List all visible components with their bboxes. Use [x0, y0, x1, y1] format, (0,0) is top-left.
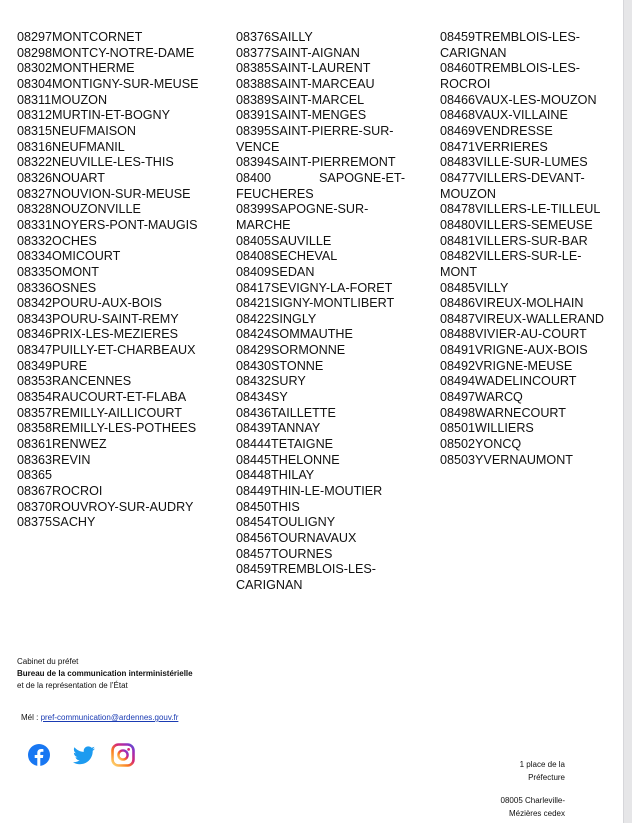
commune-code: 08297 — [17, 30, 53, 44]
commune-code: 08503 — [440, 452, 476, 467]
commune-entry — [17, 249, 217, 265]
commune-name: SAUVILLE — [271, 233, 332, 248]
commune-code: 08391 — [236, 108, 272, 123]
commune-name: NEUFMANIL — [52, 139, 125, 154]
commune-name: NOUZONVILLE — [52, 202, 141, 217]
commune-name: TETAIGNE — [271, 437, 334, 452]
commune-code: 08434 — [236, 390, 272, 405]
commune-entry — [17, 500, 217, 516]
commune-code: 08454 — [236, 515, 272, 530]
commune-code: 08498 — [440, 405, 476, 420]
cabinet-label: Cabinet du préfet — [17, 657, 79, 666]
commune-code: 08400 — [236, 170, 272, 185]
commune-code: 08399 — [236, 202, 272, 217]
commune-name: SORMONNE — [271, 343, 346, 358]
commune-name: ROUVROY-SUR-AUDRY — [52, 499, 194, 514]
commune-name: THELONNE — [271, 452, 340, 467]
commune-code: 08304 — [17, 76, 53, 91]
commune-entry — [236, 108, 406, 124]
footer-sender — [17, 656, 193, 692]
commune-entry — [440, 155, 610, 171]
commune-entry — [440, 312, 610, 328]
commune-name: VILLERS-DEVANT-MOUZON — [440, 170, 585, 201]
commune-name: YVERNAUMONT — [475, 452, 573, 467]
commune-code: 08491 — [440, 343, 476, 358]
commune-code: 08448 — [236, 468, 272, 483]
commune-code: 08405 — [236, 233, 272, 248]
commune-code: 08331 — [17, 217, 53, 232]
commune-name: REVIN — [52, 452, 91, 467]
commune-code: 08417 — [236, 280, 272, 295]
commune-entry — [440, 61, 610, 92]
commune-entry — [236, 547, 406, 563]
commune-name: SAINT-PIERREMONT — [271, 155, 396, 170]
commune-entry — [17, 234, 217, 250]
commune-name: VRIGNE-AUX-BOIS — [475, 343, 588, 358]
commune-code: 08322 — [17, 155, 53, 170]
commune-name: WARNECOURT — [475, 405, 566, 420]
commune-code: 08424 — [236, 327, 272, 342]
commune-code: 08421 — [236, 296, 272, 311]
commune-code: 08466 — [440, 92, 476, 107]
commune-entry — [236, 374, 406, 390]
commune-name: OMONT — [52, 264, 99, 279]
commune-entry — [17, 77, 217, 93]
commune-name: VILLERS-LE-TILLEUL — [475, 202, 601, 217]
commune-entry — [236, 312, 406, 328]
commune-entry — [236, 171, 406, 202]
commune-name: STONNE — [271, 358, 324, 373]
commune-entry — [236, 468, 406, 484]
commune-name: SINGLY — [271, 311, 317, 326]
commune-name: SY — [271, 390, 288, 405]
commune-name: VERRIERES — [475, 139, 548, 154]
commune-entry — [440, 93, 610, 109]
commune-entry — [440, 124, 610, 140]
commune-entry — [17, 202, 217, 218]
commune-code: 08481 — [440, 233, 476, 248]
commune-entry — [17, 93, 217, 109]
commune-entry — [17, 312, 217, 328]
commune-name: TREMBLOIS-LES-ROCROI — [440, 61, 580, 91]
commune-code: 08429 — [236, 343, 272, 358]
commune-code: 08459 — [236, 562, 272, 577]
commune-entry — [236, 155, 406, 171]
commune-entry — [440, 453, 610, 469]
commune-code: 08311 — [17, 92, 52, 107]
commune-name: NOYERS-PONT-MAUGIS — [52, 217, 198, 232]
commune-name: WILLIERS — [475, 421, 534, 436]
commune-name: TOULIGNY — [271, 515, 336, 530]
commune-entry — [17, 421, 217, 437]
commune-entry — [440, 108, 610, 124]
commune-code: 08376 — [236, 30, 272, 44]
commune-code: 08361 — [17, 437, 53, 452]
commune-entry — [236, 406, 406, 422]
commune-name: RAUCOURT-ET-FLABA — [52, 390, 187, 405]
commune-name: SAINT-MARCEL — [271, 92, 365, 107]
commune-entry — [236, 124, 406, 155]
commune-entry — [440, 296, 610, 312]
commune-name: NEUVILLE-LES-THIS — [52, 155, 174, 170]
commune-entry — [236, 281, 406, 297]
mail-link[interactable]: pref-communication@ardennes.gouv.fr — [40, 713, 179, 722]
commune-name: WADELINCOURT — [475, 374, 577, 389]
commune-entry — [440, 202, 610, 218]
commune-name: NEUFMAISON — [52, 123, 136, 138]
commune-name: MOUZON — [51, 92, 108, 107]
commune-entry — [17, 327, 217, 343]
commune-name: PUILLY-ET-CHARBEAUX — [52, 343, 196, 358]
commune-entry — [17, 359, 217, 375]
commune-code: 08385 — [236, 61, 272, 76]
commune-entry — [17, 515, 217, 531]
commune-entry — [17, 453, 217, 469]
commune-code: 08444 — [236, 437, 272, 452]
commune-name: OCHES — [52, 233, 97, 248]
commune-entry — [440, 249, 610, 280]
commune-name: RANCENNES — [52, 374, 132, 389]
facebook-icon[interactable] — [27, 743, 51, 767]
commune-code: 08334 — [17, 249, 53, 264]
commune-code: 08459 — [440, 30, 476, 44]
commune-entry — [236, 343, 406, 359]
twitter-icon[interactable] — [72, 743, 96, 767]
commune-entry — [236, 484, 406, 500]
commune-code: 08497 — [440, 390, 476, 405]
commune-name: PRIX-LES-MEZIERES — [52, 327, 178, 342]
commune-entry — [17, 46, 217, 62]
commune-entry — [236, 296, 406, 312]
commune-code: 08335 — [17, 264, 53, 279]
commune-entry — [17, 140, 217, 156]
address-street — [520, 758, 565, 784]
commune-code: 08408 — [236, 249, 272, 264]
commune-name: SAINT-PIERRE-SUR-VENCE — [236, 123, 394, 154]
commune-name: THIN-LE-MOUTIER — [271, 484, 383, 499]
commune-entry — [17, 30, 217, 46]
commune-code: 08332 — [17, 233, 53, 248]
commune-name: OSNES — [52, 280, 97, 295]
commune-entry — [236, 359, 406, 375]
commune-entry — [17, 406, 217, 422]
page-edge — [623, 0, 632, 823]
commune-code: 08430 — [236, 358, 272, 373]
commune-name: SEVIGNY-LA-FORET — [271, 280, 393, 295]
commune-name: TAILLETTE — [271, 405, 336, 420]
commune-name: SAPOGNE-ET-FEUCHERES — [236, 170, 406, 201]
commune-name: VIVIER-AU-COURT — [475, 327, 587, 342]
commune-name: SEDAN — [271, 264, 315, 279]
address-line-4: Mézières cedex — [508, 809, 565, 818]
commune-name: VIREUX-MOLHAIN — [475, 296, 584, 311]
commune-name: OMICOURT — [52, 249, 121, 264]
commune-entry — [236, 77, 406, 93]
commune-name: POURU-SAINT-REMY — [52, 311, 179, 326]
commune-name: WARCQ — [475, 390, 523, 405]
commune-code: 08456 — [236, 531, 272, 545]
commune-entry — [17, 61, 217, 77]
commune-name: SECHEVAL — [271, 249, 338, 264]
commune-entry — [17, 390, 217, 406]
commune-code: 08436 — [236, 405, 272, 420]
commune-name: VAUX-VILLAINE — [475, 108, 568, 123]
commune-name: TREMBLOIS-LES-CARIGNAN — [440, 30, 580, 60]
commune-entry — [236, 30, 406, 46]
commune-entry — [440, 374, 610, 390]
address-line-2: Préfecture — [528, 773, 565, 782]
commune-code: 08449 — [236, 484, 272, 499]
commune-name: ROCROI — [52, 484, 103, 499]
commune-name: VAUX-LES-MOUZON — [475, 92, 597, 107]
commune-column-3 — [440, 30, 610, 468]
commune-entry — [236, 202, 406, 233]
commune-entry — [17, 484, 217, 500]
commune-entry — [440, 140, 610, 156]
commune-name: SAPOGNE-SUR-MARCHE — [236, 202, 369, 232]
commune-code: 08358 — [17, 421, 53, 436]
commune-name: SOMMAUTHE — [271, 327, 353, 342]
commune-name: TOURNES — [271, 546, 333, 561]
commune-entry — [236, 515, 406, 531]
commune-code: 08432 — [236, 374, 272, 389]
commune-code: 08460 — [440, 61, 476, 76]
commune-entry — [17, 124, 217, 140]
commune-entry — [440, 171, 610, 202]
commune-entry — [236, 500, 406, 516]
commune-column-2 — [236, 30, 406, 594]
commune-name: VRIGNE-MEUSE — [475, 358, 573, 373]
commune-name: VILLE-SUR-LUMES — [475, 155, 588, 170]
commune-code: 08482 — [440, 249, 476, 264]
commune-code: 08316 — [17, 139, 53, 154]
commune-name: SAINT-AIGNAN — [271, 45, 360, 60]
commune-name: SAINT-MENGES — [271, 108, 367, 123]
commune-code: 08422 — [236, 311, 272, 326]
commune-entry — [236, 93, 406, 109]
commune-name: MONTIGNY-SUR-MEUSE — [52, 76, 199, 91]
commune-code: 08395 — [236, 123, 272, 138]
commune-entry — [17, 155, 217, 171]
commune-entry — [440, 421, 610, 437]
bureau-label: Bureau de la communication interministérielle — [17, 669, 193, 678]
commune-name: VIREUX-WALLERAND — [475, 311, 605, 326]
commune-entry — [440, 218, 610, 234]
commune-code: 08471 — [440, 139, 476, 154]
address-city — [501, 794, 565, 820]
commune-entry — [17, 265, 217, 281]
commune-name: THILAY — [271, 468, 315, 483]
commune-code: 08494 — [440, 374, 476, 389]
commune-code: 08478 — [440, 202, 476, 217]
commune-name: VENDRESSE — [475, 123, 553, 138]
commune-name: MONTCORNET — [52, 30, 143, 44]
commune-code: 08486 — [440, 296, 476, 311]
commune-name: SAINT-MARCEAU — [271, 76, 375, 91]
commune-entry — [236, 562, 406, 593]
commune-code: 08488 — [440, 327, 476, 342]
commune-entry — [236, 437, 406, 453]
commune-entry — [17, 108, 217, 124]
commune-entry — [440, 327, 610, 343]
commune-name: THIS — [271, 499, 300, 514]
commune-column-1 — [17, 30, 217, 531]
commune-code: 08450 — [236, 499, 272, 514]
address-line-1: 1 place de la — [519, 760, 565, 769]
commune-code: 08480 — [440, 217, 476, 232]
commune-code: 08363 — [17, 452, 53, 467]
commune-entry — [236, 390, 406, 406]
commune-name: VILLY — [475, 280, 509, 295]
commune-name: SAILLY — [271, 30, 313, 44]
representation-label: et de la représentation de l’État — [17, 681, 128, 690]
commune-name: NOUART — [52, 170, 105, 185]
commune-entry — [440, 343, 610, 359]
commune-name: POURU-AUX-BOIS — [52, 296, 162, 311]
commune-code: 08394 — [236, 155, 272, 170]
commune-entry — [17, 281, 217, 297]
commune-entry — [236, 453, 406, 469]
commune-code: 08501 — [440, 421, 476, 436]
commune-name: MURTIN-ET-BOGNY — [52, 108, 171, 123]
commune-code: 08375 — [17, 515, 53, 530]
commune-code: 08469 — [440, 123, 476, 138]
commune-entry — [440, 359, 610, 375]
commune-entry — [236, 265, 406, 281]
commune-code: 08342 — [17, 296, 53, 311]
commune-entry — [440, 30, 610, 61]
commune-entry — [440, 406, 610, 422]
commune-code: 08353 — [17, 374, 53, 389]
commune-name: SAINT-LAURENT — [271, 61, 371, 76]
commune-entry — [17, 218, 217, 234]
address-line-3: 08005 Charleville- — [500, 796, 565, 805]
commune-code: 08367 — [17, 484, 53, 499]
commune-code: 08346 — [17, 327, 53, 342]
commune-code: 08487 — [440, 311, 476, 326]
commune-code: 08492 — [440, 358, 476, 373]
commune-code: 08357 — [17, 405, 53, 420]
commune-code: 08457 — [236, 546, 272, 561]
commune-code: 08485 — [440, 280, 476, 295]
commune-entry — [17, 171, 217, 187]
commune-entry — [17, 437, 217, 453]
commune-code: 08388 — [236, 76, 272, 91]
commune-code: 08370 — [17, 499, 53, 514]
commune-code: 08354 — [17, 390, 53, 405]
commune-entry — [236, 531, 406, 547]
commune-code: 08327 — [17, 186, 53, 201]
commune-code: 08445 — [236, 452, 272, 467]
commune-entry — [17, 343, 217, 359]
footer-mail — [21, 713, 178, 722]
commune-entry — [236, 327, 406, 343]
commune-code: 08468 — [440, 108, 476, 123]
commune-code: 08328 — [17, 202, 53, 217]
commune-code: 08409 — [236, 264, 272, 279]
commune-name: SACHY — [52, 515, 96, 530]
commune-entry — [236, 421, 406, 437]
commune-code: 08349 — [17, 358, 53, 373]
commune-entry — [17, 187, 217, 203]
commune-code: 08298 — [17, 45, 53, 60]
commune-code: 08302 — [17, 61, 53, 76]
commune-entry — [17, 468, 217, 484]
commune-code: 08326 — [17, 170, 53, 185]
commune-name: VILLERS-SUR-LE-MONT — [440, 249, 582, 279]
commune-name: VILLERS-SEMEUSE — [475, 217, 593, 232]
instagram-icon[interactable] — [111, 743, 135, 767]
commune-name: TANNAY — [271, 421, 321, 436]
commune-code: 08439 — [236, 421, 272, 436]
mail-label: Mél : — [21, 713, 41, 722]
commune-code: 08343 — [17, 311, 53, 326]
commune-code: 08377 — [236, 45, 272, 60]
commune-name: MONTHERME — [52, 61, 135, 76]
commune-name: NOUVION-SUR-MEUSE — [52, 186, 191, 201]
commune-code: 08477 — [440, 170, 476, 185]
commune-name: VILLERS-SUR-BAR — [475, 233, 588, 248]
commune-code: 08312 — [17, 108, 53, 123]
commune-entry — [440, 390, 610, 406]
commune-entry — [440, 437, 610, 453]
commune-name: RENWEZ — [52, 437, 107, 452]
commune-code: 08365 — [17, 468, 53, 483]
commune-entry — [236, 249, 406, 265]
commune-code: 08336 — [17, 280, 53, 295]
commune-name: REMILLY-LES-POTHEES — [52, 421, 197, 436]
commune-entry — [440, 234, 610, 250]
commune-code: 08347 — [17, 343, 53, 358]
commune-code: 08502 — [440, 437, 476, 452]
commune-name: TOURNAVAUX — [271, 531, 357, 545]
commune-name: SIGNY-MONTLIBERT — [271, 296, 395, 311]
commune-entry — [17, 296, 217, 312]
commune-name: SURY — [271, 374, 306, 389]
commune-entry — [236, 46, 406, 62]
commune-name: YONCQ — [475, 437, 522, 452]
commune-name: PURE — [52, 358, 88, 373]
commune-entry — [236, 61, 406, 77]
commune-name: TREMBLOIS-LES-CARIGNAN — [236, 562, 376, 592]
commune-name: REMILLY-AILLICOURT — [52, 405, 182, 420]
commune-code: 08315 — [17, 123, 53, 138]
commune-entry — [440, 281, 610, 297]
commune-entry — [236, 234, 406, 250]
commune-code: 08483 — [440, 155, 476, 170]
commune-code: 08389 — [236, 92, 272, 107]
commune-name: MONTCY-NOTRE-DAME — [52, 45, 195, 60]
commune-entry — [17, 374, 217, 390]
